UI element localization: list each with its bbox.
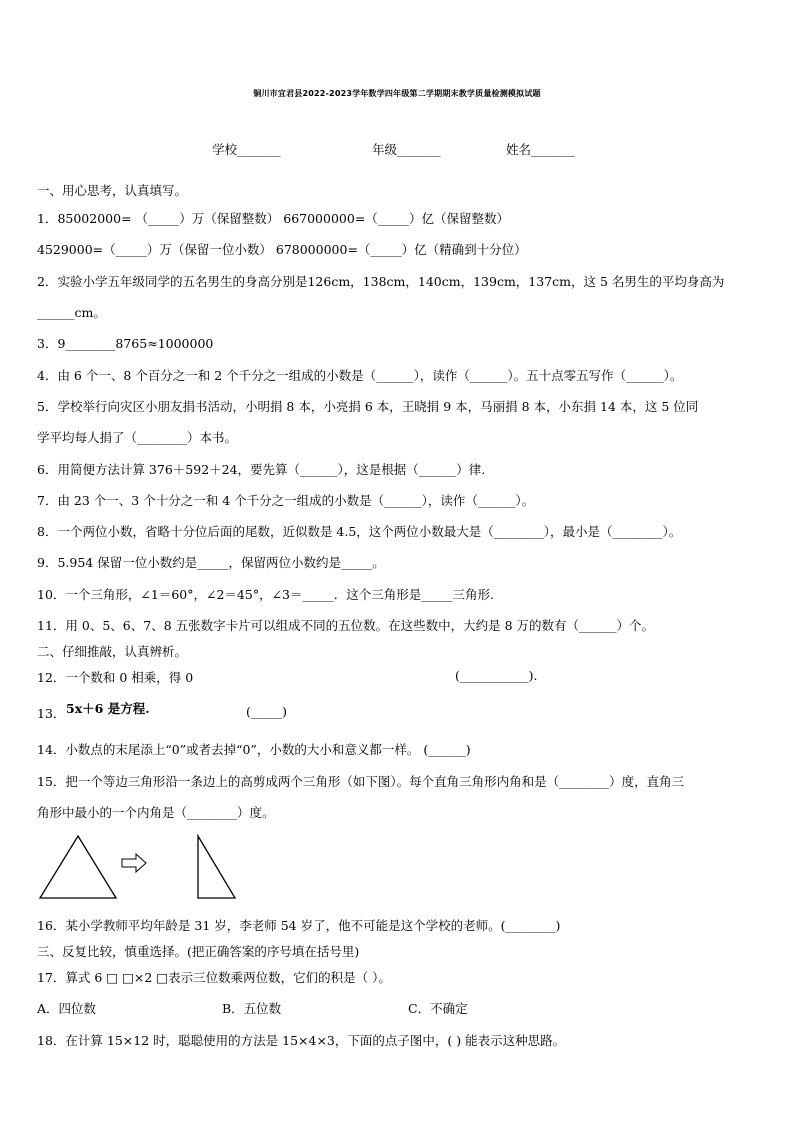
question-2b: ______cm。 xyxy=(37,305,106,320)
question-17-option-a: A．四位数 xyxy=(37,1001,97,1016)
question-13-number: 13． xyxy=(37,706,66,721)
question-8: 8．一个两位小数，省略十分位后面的尾数，近似数是 4.5，这个两位小数最大是（________），最小是（________）。 xyxy=(37,524,682,539)
name-field: 姓名_______ xyxy=(506,142,575,157)
question-10: 10．一个三角形，∠1＝60°，∠2＝45°，∠3＝_____．这个三角形是_____三角形. xyxy=(37,587,494,602)
question-2a: 2．实验小学五年级同学的五名男生的身高分别是126cm，138cm，140cm，139cm，137cm，这 5 名男生的平均身高为 xyxy=(37,274,725,289)
question-15b: 角形中最小的一个内角是（________）度。 xyxy=(37,805,275,820)
page-title: 铜川市宜君县2022-2023学年数学四年级第二学期期末教学质量检测模拟试题 xyxy=(253,89,541,98)
question-4: 4．由 6 个一、8 个百分之一和 2 个千分之一组成的小数是（______），读作（______）。五十点零五写作（______）。 xyxy=(37,368,683,383)
section-2-heading: 二、仔细推敲，认真辨析。 xyxy=(37,644,188,659)
question-12: 12．一个数和 0 相乘，得 0 xyxy=(37,670,194,685)
question-3: 3．9________8765≈1000000 xyxy=(37,336,214,351)
question-5a: 5．学校举行向灾区小朋友捐书活动，小明捐 8 本，小亮捐 6 本，王晓捐 9 本，马丽捐 8 本，小东捐 14 本，这 5 位同 xyxy=(37,399,699,414)
question-13-answer-blank: (_____) xyxy=(246,704,288,719)
question-13-expression: 5x＋6 是方程. xyxy=(66,701,150,716)
question-7: 7．由 23 个一、3 个十分之一和 4 个千分之一组成的小数是（______），读作（______）。 xyxy=(37,493,535,508)
right-arrow-icon xyxy=(122,854,146,872)
question-17-option-b: B．五位数 xyxy=(222,1001,282,1016)
question-18: 18．在计算 15×12 时，聪聪使用的方法是 15×4×3，下面的点子图中，( ) 能表示这种思路。 xyxy=(37,1033,566,1048)
school-field: 学校_______ xyxy=(212,142,281,157)
question-1b: 4529000=（_____）万（保留一位小数） 678000000=（_____）亿（精确到十分位） xyxy=(37,242,527,257)
question-11: 11．用 0、5、6、7、8 五张数字卡片可以组成不同的五位数。在这些数中，大约是 8 万的数有（______）个。 xyxy=(37,618,655,633)
question-16: 16．某小学教师平均年龄是 31 岁，李老师 54 岁了，他不可能是这个学校的老师。(________) xyxy=(37,918,561,933)
section-1-heading: 一、用心思考，认真填写。 xyxy=(37,183,188,198)
question-5b: 学平均每人捐了（________）本书。 xyxy=(37,430,238,445)
question-9: 9．5.954 保留一位小数约是_____，保留两位小数约是_____。 xyxy=(37,555,385,570)
section-3-heading: 三、反复比较，慎重选择。(把正确答案的序号填在括号里) xyxy=(37,944,360,959)
question-6: 6．用简便方法计算 376＋592＋24，要先算（______），这是根据（______）律. xyxy=(37,462,486,477)
question-17: 17．算式 6 □ □×2 □表示三位数乘两位数，它们的积是（ ）。 xyxy=(37,970,391,985)
question-12-answer-blank: (___________). xyxy=(455,668,538,683)
equilateral-triangle xyxy=(40,836,116,898)
question-1a: 1．85002000= （_____）万（保留整数） 667000000=（_____）亿（保留整数） xyxy=(37,211,510,226)
question-15a: 15．把一个等边三角形沿一条边上的高剪成两个三角形（如下图）。每个直角三角形内角和是（________）度，直角三 xyxy=(37,774,685,789)
right-triangle xyxy=(198,836,235,898)
question-17-option-c: C．不确定 xyxy=(408,1001,468,1016)
grade-field: 年级_______ xyxy=(372,142,441,157)
question-14: 14．小数点的末尾添上“0”或者去掉“0”，小数的大小和意义都一样。 (______) xyxy=(37,742,471,757)
triangle-figure xyxy=(36,832,246,902)
